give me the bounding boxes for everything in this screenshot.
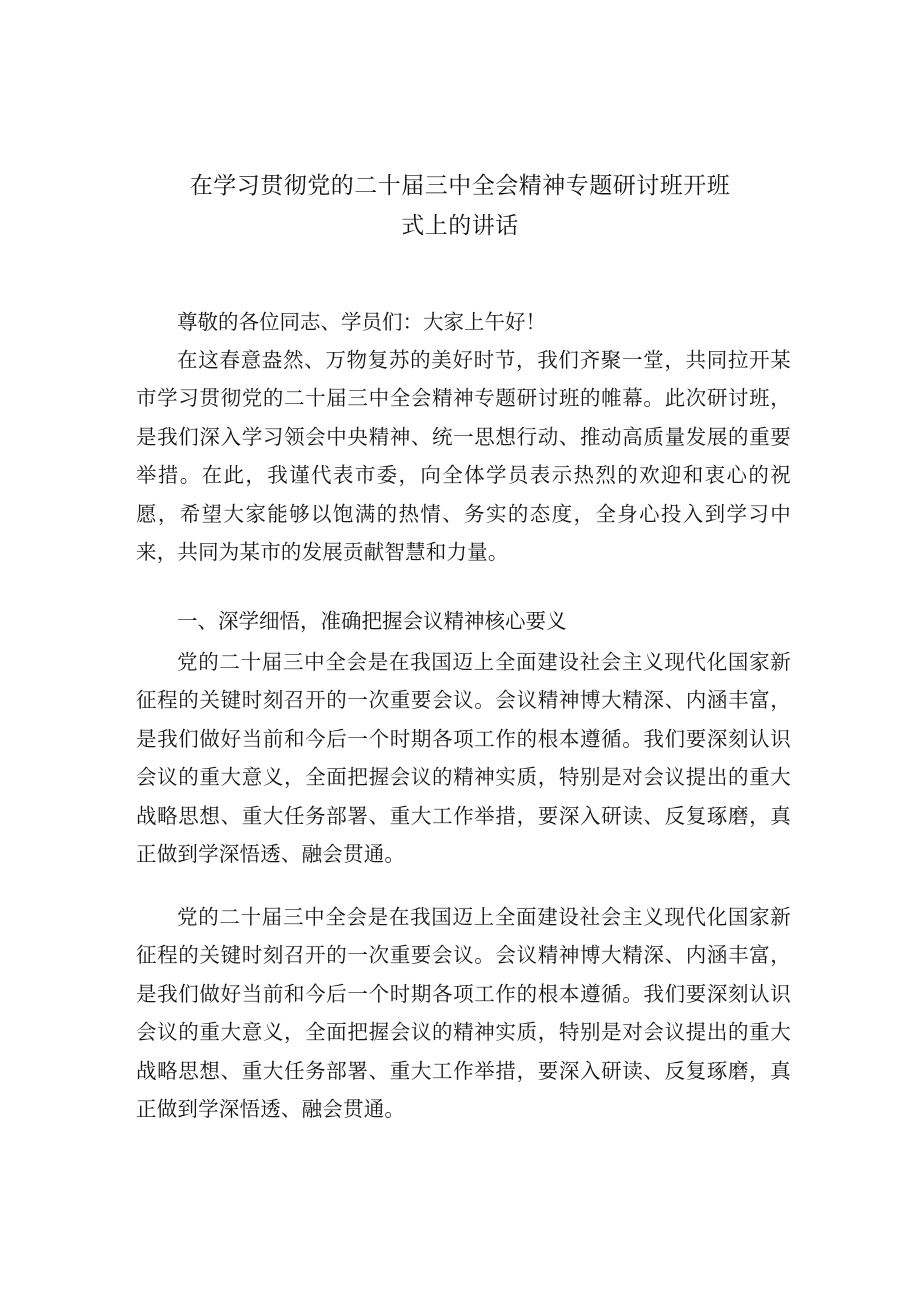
title-line-1: 在学习贯彻党的二十届三中全会精神专题研讨班开班: [189, 173, 731, 199]
greeting: 尊敬的各位同志、学员们：大家上午好！: [177, 310, 546, 334]
title-line-2: 式上的讲话: [401, 213, 519, 239]
document-title: [130, 166, 790, 246]
paragraph-section-1a: 党的二十届三中全会是在我国迈上全面建设社会主义现代化国家新征程的关键时刻召开的一次重要会议。会议精神博大精深、内涵丰富，是我们做好当前和今后一个时期各项工作的根本遵循。我们要深刻认识会议的重大意义，全面把握会议的精神实质，特别是对会议提出的重大战略思想、重大任务部署、重大工作举措，要深入研读、反复琢磨，真正做到学深悟透、融会贯通。: [136, 650, 791, 867]
section-heading-1: 一、深学细悟，准确把握会议精神核心要义: [177, 609, 567, 633]
paragraph-section-1b: 党的二十届三中全会是在我国迈上全面建设社会主义现代化国家新征程的关键时刻召开的一次重要会议。会议精神博大精深、内涵丰富，是我们做好当前和今后一个时期各项工作的根本遵循。我们要深刻认识会议的重大意义，全面把握会议的精神实质，特别是对会议提出的重大战略思想、重大任务部署、重大工作举措，要深入研读、反复琢磨，真正做到学深悟透、融会贯通。: [136, 905, 791, 1122]
paragraph-opening: 在这春意盎然、万物复苏的美好时节，我们齐聚一堂，共同拉开某市学习贯彻党的二十届三中全会精神专题研讨班的帷幕。此次研讨班，是我们深入学习领会中央精神、统一思想行动、推动高质量发展的重要举措。在此，我谨代表市委，向全体学员表示热烈的欢迎和衷心的祝愿，希望大家能够以饱满的热情、务实的态度，全身心投入到学习中来，共同为某市的发展贡献智慧和力量。: [136, 348, 791, 565]
